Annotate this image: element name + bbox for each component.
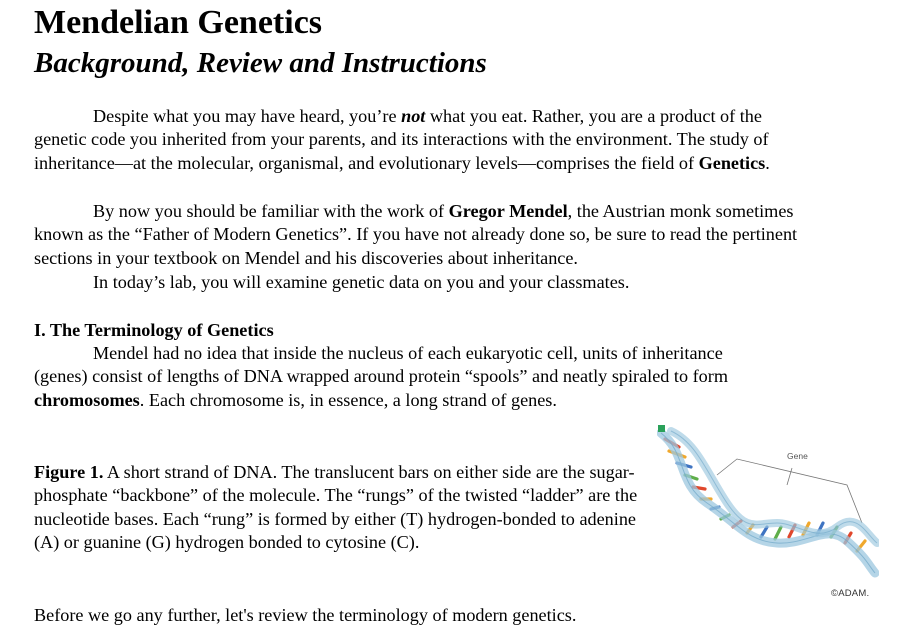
section-heading-terminology: I. The Terminology of Genetics (34, 320, 274, 340)
closing-paragraph: Before we go any further, let's review the terminology of modern genetics. (34, 605, 577, 625)
figure-credit: ©ADAM. (831, 588, 870, 599)
figure-caption (34, 461, 649, 555)
emphasis-not: not (401, 106, 426, 126)
term-genetics: Genetics (698, 152, 766, 173)
intro-paragraph-2: By now you should be familiar with the work of Gregor Mendel, the Austrian monk sometimes known as the “Father of Modern Genetics”. If you have not already done so, be sure to read the pertinent sections in your textbook on Mendel and his discoveries about inheritance. (34, 201, 798, 268)
intro-paragraph-1: Despite what you may have heard, you’re not what you eat. Rather, you are a product of the genetic code you inherited from your parents, and its interactions with the environment. The study of inheritance—at the molecular, organismal, and evolutionary levels—comprises the field of Genetics. (34, 106, 770, 173)
term-chromosomes: chromosomes (34, 389, 140, 410)
terminology-paragraph: Mendel had no idea that inside the nucleus of each eukaryotic cell, units of inheritance (genes) consist of lengths of DNA wrapped around protein “spools” and neatly spiraled to form chromosomes. Each chromosome is, in essence, a long strand of genes. (34, 343, 728, 410)
page-subtitle: Background, Review and Instructions (34, 47, 487, 79)
figure-caption-label: Figure 1. (34, 462, 104, 482)
dna-helix-icon (657, 423, 879, 601)
figure-caption-text: A short strand of DNA. The translucent bars on either side are the sugar-phosphate “backbone” of the molecule. The “rungs” of the twisted “ladder” are the nucleotide bases. Each “rung” is formed by either (T) hydrogen-bonded to adenine (A) or guanine (G) hydrogen bonded to cytosine (C). (34, 462, 638, 553)
page-title: Mendelian Genetics (34, 4, 323, 41)
intro-paragraph-3: In today’s lab, you will examine genetic data on you and your classmates. (93, 272, 630, 292)
image-resize-handle-icon[interactable] (658, 425, 665, 432)
term-gregor-mendel: Gregor Mendel (448, 201, 568, 221)
dna-figure[interactable] (657, 423, 879, 601)
figure-gene-label: Gene (787, 451, 808, 461)
